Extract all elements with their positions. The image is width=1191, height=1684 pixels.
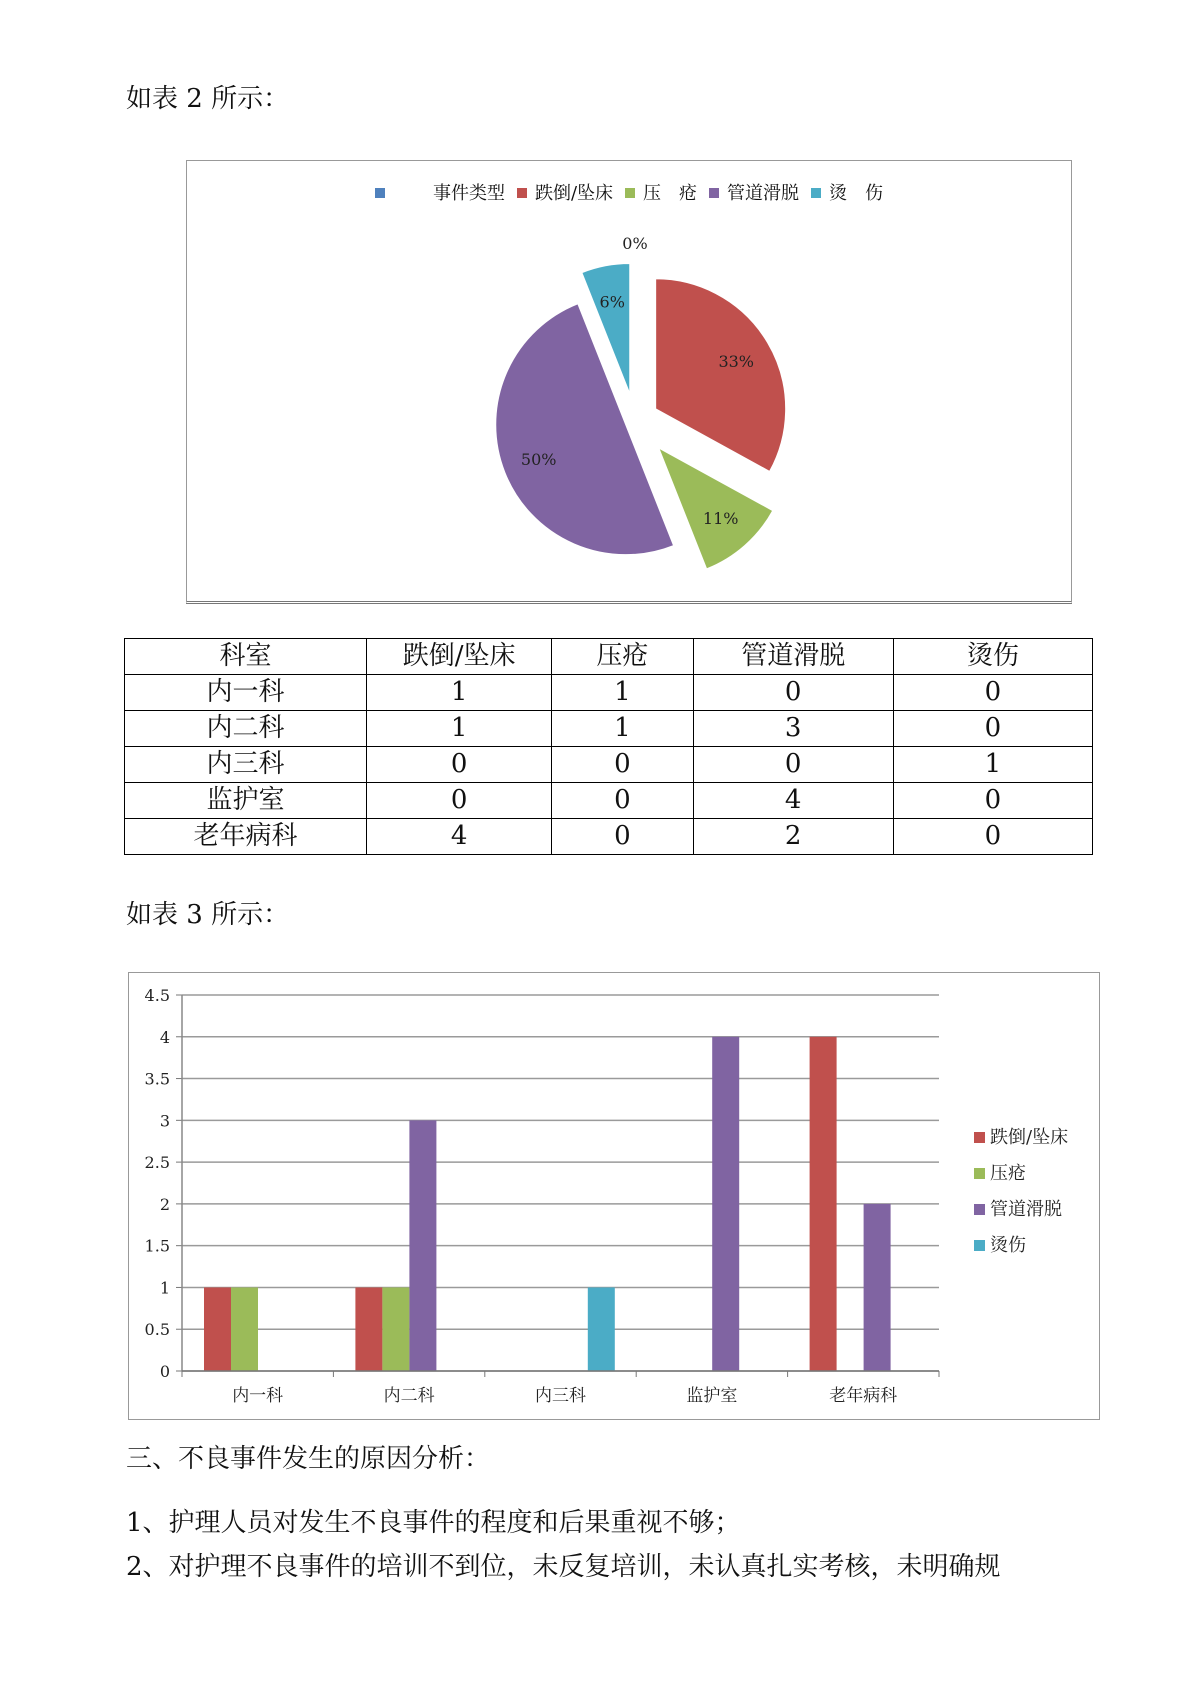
bar-chart — [128, 972, 1100, 1420]
table-cell: 1 — [367, 711, 552, 747]
legend-swatch — [974, 1204, 985, 1215]
analysis-title: 三、不良事件发生的原因分析： — [126, 1444, 491, 1474]
bar — [382, 1287, 409, 1371]
table-row — [125, 711, 1093, 747]
table-cell: 老年病科 — [125, 819, 367, 855]
pie-chart — [186, 160, 1072, 604]
y-tick-label: 3.5 — [144, 1069, 170, 1089]
table-cell: 2 — [693, 819, 893, 855]
pie-data-label: 50% — [520, 450, 557, 470]
table-cell: 1 — [552, 711, 693, 747]
pie-chart-plot — [187, 161, 1071, 601]
table-cell: 4 — [693, 783, 893, 819]
y-tick-label: 2.5 — [144, 1153, 170, 1173]
legend-label: 管道滑脱 — [990, 1199, 1062, 1220]
table-header-cell: 压疮 — [552, 639, 693, 675]
bar — [355, 1287, 382, 1371]
table-cell: 1 — [552, 675, 693, 711]
table-header-row — [125, 639, 1093, 675]
y-tick-label: 2 — [159, 1194, 170, 1214]
table-cell: 4 — [367, 819, 552, 855]
table-cell: 1 — [367, 675, 552, 711]
y-tick-label: 0 — [159, 1362, 170, 1381]
table-cell: 内一科 — [125, 675, 367, 711]
y-tick-label: 1 — [159, 1278, 170, 1298]
table-cell: 0 — [893, 675, 1092, 711]
table-cell: 0 — [367, 783, 552, 819]
table-header-cell: 管道滑脱 — [693, 639, 893, 675]
legend-label: 事件类型 — [432, 183, 505, 204]
bar — [588, 1287, 615, 1371]
table-header-cell: 科室 — [125, 639, 367, 675]
pie-data-label: 0% — [622, 234, 648, 253]
bar — [810, 1037, 837, 1371]
table-row — [125, 783, 1093, 819]
table-row — [125, 675, 1093, 711]
x-tick-label: 内三科 — [535, 1386, 586, 1406]
pie-data-label: 11% — [702, 509, 739, 529]
legend-label: 压疮 — [990, 1163, 1026, 1184]
table-cell: 0 — [693, 675, 893, 711]
legend-label: 管道滑脱 — [727, 183, 800, 204]
legend-swatch — [974, 1168, 985, 1179]
legend-swatch — [974, 1240, 985, 1251]
legend-label: 烫 伤 — [829, 183, 884, 204]
pie-data-label: 6% — [599, 292, 625, 312]
y-tick-label: 0.5 — [144, 1320, 170, 1340]
table-cell: 0 — [893, 819, 1092, 855]
legend-label: 跌倒/坠床 — [990, 1127, 1069, 1148]
table-row — [125, 747, 1093, 783]
legend-label: 烫伤 — [990, 1235, 1026, 1256]
table-header-cell: 跌倒/坠床 — [367, 639, 552, 675]
table-cell: 0 — [893, 783, 1092, 819]
table-cell: 0 — [552, 747, 693, 783]
table-cell: 内三科 — [125, 747, 367, 783]
analysis-item-2: 2、对护理不良事件的培训不到位，未反复培训，未认真扎实考核，未明确规 — [126, 1552, 1001, 1582]
y-tick-label: 3 — [159, 1111, 170, 1131]
bar — [712, 1037, 739, 1371]
legend-swatch — [974, 1132, 985, 1143]
y-tick-label: 1.5 — [144, 1236, 170, 1256]
table-cell: 1 — [893, 747, 1092, 783]
table-cell: 监护室 — [125, 783, 367, 819]
table-cell: 0 — [367, 747, 552, 783]
x-tick-label: 老年病科 — [829, 1386, 898, 1406]
y-tick-label: 4.5 — [144, 986, 170, 1005]
y-tick-label: 4 — [159, 1027, 170, 1047]
bar — [864, 1204, 891, 1371]
bar — [409, 1120, 436, 1371]
table-cell: 3 — [693, 711, 893, 747]
x-tick-label: 监护室 — [686, 1386, 738, 1406]
x-tick-label: 内二科 — [383, 1386, 435, 1406]
department-table — [124, 638, 1093, 855]
pie-slice — [496, 304, 674, 555]
pie-slice — [656, 279, 786, 472]
legend-label: 压 疮 — [643, 183, 698, 204]
bar-chart-plot — [129, 973, 1099, 1419]
pie-data-label: 33% — [718, 352, 755, 372]
table3-heading: 如表 3 所示： — [126, 900, 290, 930]
legend-label: 跌倒/坠床 — [534, 183, 614, 204]
table-cell: 0 — [552, 783, 693, 819]
analysis-item-1: 1、护理人员对发生不良事件的程度和后果重视不够； — [126, 1508, 741, 1538]
table-cell: 内二科 — [125, 711, 367, 747]
table-cell: 0 — [893, 711, 1092, 747]
table-cell: 0 — [693, 747, 893, 783]
x-tick-label: 内一科 — [232, 1386, 284, 1406]
bar — [231, 1287, 258, 1371]
table-cell: 0 — [552, 819, 693, 855]
table-header-cell: 烫伤 — [893, 639, 1092, 675]
bar — [204, 1287, 231, 1371]
table-row — [125, 819, 1093, 855]
table2-heading: 如表 2 所示： — [126, 84, 290, 114]
